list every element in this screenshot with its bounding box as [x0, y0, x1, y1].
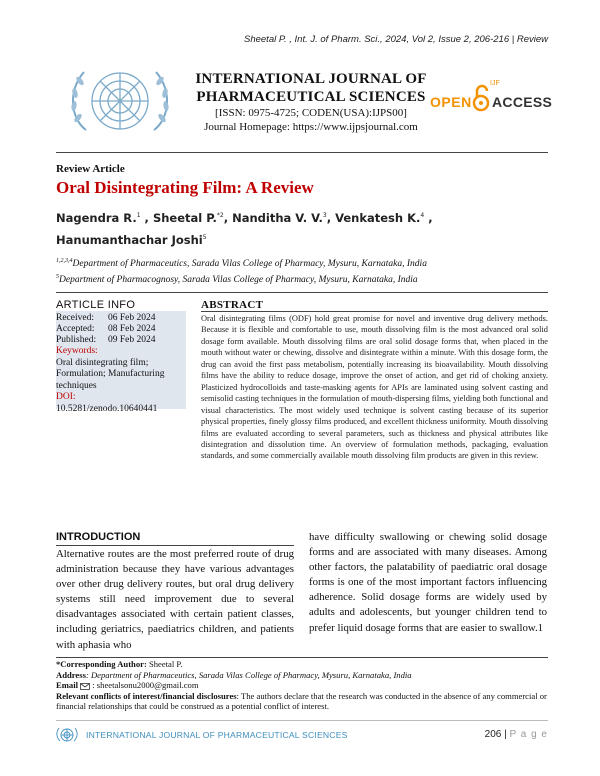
received-date: 06 Feb 2024	[108, 313, 156, 323]
affiliation-sup: 5	[56, 274, 59, 280]
page-word: P a g e	[509, 729, 548, 740]
open-access-logo	[430, 76, 553, 120]
email-line	[56, 680, 548, 691]
author-sup: *2	[216, 212, 224, 219]
author-name: Nagendra R.	[56, 210, 137, 225]
author-name: Nanditha V. V.	[232, 210, 323, 225]
author-sup: 5	[202, 233, 207, 241]
footer-emblem-icon	[56, 726, 78, 744]
address-line	[56, 670, 548, 681]
article-title: Oral Disintegrating Film: A Review	[56, 178, 314, 197]
article-info-heading: ARTICLE INFO	[56, 299, 136, 311]
email-icon	[80, 683, 90, 690]
journal-name-line1: INTERNATIONAL JOURNAL OF	[195, 71, 427, 87]
abstract-rule	[201, 311, 548, 312]
author-sep: ,	[424, 210, 433, 225]
received-label: Received:	[56, 313, 94, 323]
keywords-label: Keywords:	[56, 346, 98, 356]
doi-link[interactable]: 10.5281/zenodo.10640441	[56, 403, 158, 414]
page-footer	[56, 720, 548, 744]
info-accepted	[56, 324, 186, 335]
conflict-value: : The authors declare that the research was conducted in the absence of any commercial or financial relationships that could be construed as a potential conflict of interest.	[56, 690, 547, 712]
address-label: Address	[56, 669, 86, 680]
oa-access-text: ACCESS	[492, 94, 553, 110]
author-sup: 1	[136, 212, 141, 219]
author-name: Sheetal P.	[152, 210, 217, 225]
abstract-heading: ABSTRACT	[201, 299, 264, 311]
affiliation-text: Department of Pharmacognosy, Sarada Vilas College of Pharmacy, Mysuru, Karnataka, India	[59, 275, 418, 286]
open-lock-icon	[472, 84, 490, 112]
masthead	[56, 58, 553, 150]
page-number: 206	[484, 729, 502, 740]
info-received	[56, 313, 186, 324]
affiliation-rule	[56, 292, 548, 293]
journal-block	[186, 70, 436, 134]
author-sup: 4	[420, 212, 425, 219]
published-label: Published:	[56, 335, 97, 345]
oa-open-text: OPEN	[430, 94, 472, 110]
affiliation-2	[56, 274, 548, 285]
affiliation-sup: 1,2,3,4	[56, 258, 73, 264]
author-value: Sheetal P.	[146, 659, 183, 669]
footer-journal-name: INTERNATIONAL JOURNAL OF PHARMACEUTICAL SCIENCES	[86, 730, 348, 740]
oa-ijf-text: IJF	[490, 80, 500, 87]
introduction-text-left: Alternative routes are the most preferred route of drug administration because they have various advantages over other drug delivery routes, but oral drug delivery systems still need improvement due to several disadvantages associated with certain patient classes, including geriatrics, paediatrics children, and patients with aphasia who	[56, 548, 294, 651]
conflict-line	[56, 691, 548, 712]
affiliation-1	[56, 258, 548, 269]
author-sep: ,	[326, 210, 336, 225]
journal-homepage[interactable]: Journal Homepage: https://www.ijpsjournal.com	[204, 121, 418, 133]
accepted-label: Accepted:	[56, 324, 95, 334]
email-label: Email	[56, 680, 78, 691]
keywords-text: Oral disintegrating film; Formulation; Manufacturing techniques	[56, 357, 165, 391]
author-sep: ,	[223, 210, 233, 225]
published-date: 09 Feb 2024	[108, 335, 156, 345]
article-info-box	[56, 311, 186, 414]
masthead-rule	[56, 152, 548, 153]
info-published	[56, 335, 186, 346]
affiliation-text: Department of Pharmaceutics, Sarada Vilas College of Pharmacy, Mysuru, Karnataka, India	[72, 259, 427, 270]
author-sup: 3	[322, 212, 327, 219]
author-label: *Corresponding Author:	[56, 659, 147, 669]
introduction-heading: INTRODUCTION	[56, 530, 294, 546]
article-type: Review Article	[56, 163, 125, 175]
journal-issn: [ISSN: 0975-4725; CODEN(USA):IJPS00]	[215, 107, 407, 119]
doi-label: DOI:	[56, 392, 76, 402]
un-emblem-icon	[56, 60, 184, 142]
conflict-label: Relevant conflicts of interest/financial disclosures	[56, 690, 237, 701]
body-left-column	[56, 530, 294, 653]
correspondence-block	[56, 657, 548, 712]
address-value: : Department of Pharmaceutics, Sarada Vilas College of Pharmacy, Mysuru, Karnataka, India	[85, 669, 412, 680]
journal-name-line2: PHARMACEUTICAL SCIENCES	[196, 89, 426, 105]
accepted-date: 08 Feb 2024	[108, 324, 156, 334]
footer-page-number: 206 | P a g e	[484, 729, 548, 740]
author-sep: ,	[140, 210, 153, 225]
corresponding-author	[56, 659, 548, 670]
body-right-column	[309, 530, 547, 636]
author-name: Hanumanthachar Joshi	[56, 232, 203, 247]
running-head: Sheetal P. , Int. J. of Pharm. Sci., 2024, Vol 2, Issue 2, 206-216 | Review	[244, 34, 548, 45]
abstract-text: Oral disintegrating films (ODF) hold great promise for novel and inventive drug delivery methods. Because it is flexible and comfortable to use, mouth dissolving film is the most advanced oral solid dosage form available. Mouth dissolving films are oral solid dosage forms that, when placed in the mouth without water or chewing, dissolve and disintegrate within a minute. With this dosage form, the drug can avoid the first pass metabolism, potentially increasing its bioavailability. Mouth dissolving films have the ability to reduce dosage, improve the onset of action, and get rid of choking anxiety. Plasticized hydrocolloids and taste-masking agents for APIs are laminated using solvent casting and semisolid casting techniques in the formulation of mouth-dispersing films, yielding both functional and visual characteristics. The most widely used technique is solvent casting because of its superior physical properties, finely glossy films produced, and excellent thickness uniformity. Mouth dissolving films are evaluated according to several parameters, such as thickness and physical attributes like disintegration and dissolution time. An overview of formulation methods, packaging, evaluation standards, and some commercially available mouth dissolving film products are given in this review.	[201, 314, 548, 461]
author-list	[56, 206, 536, 250]
introduction-text-right: have difficulty swallowing or chewing solid dosage forms and are associated with many diseases. Among other factors, the palatability of paediatric oral dosage forms is one of the most important factors influencing adherence. Solid dosage forms are widely used by adults and adolescents, but younger children tend to prefer liquid dosage forms that are easier to swallow.1	[309, 531, 547, 634]
email-value[interactable]: : sheetalsonu2000@gmail.com	[90, 680, 199, 691]
author-name: Venkatesh K.	[335, 210, 421, 225]
